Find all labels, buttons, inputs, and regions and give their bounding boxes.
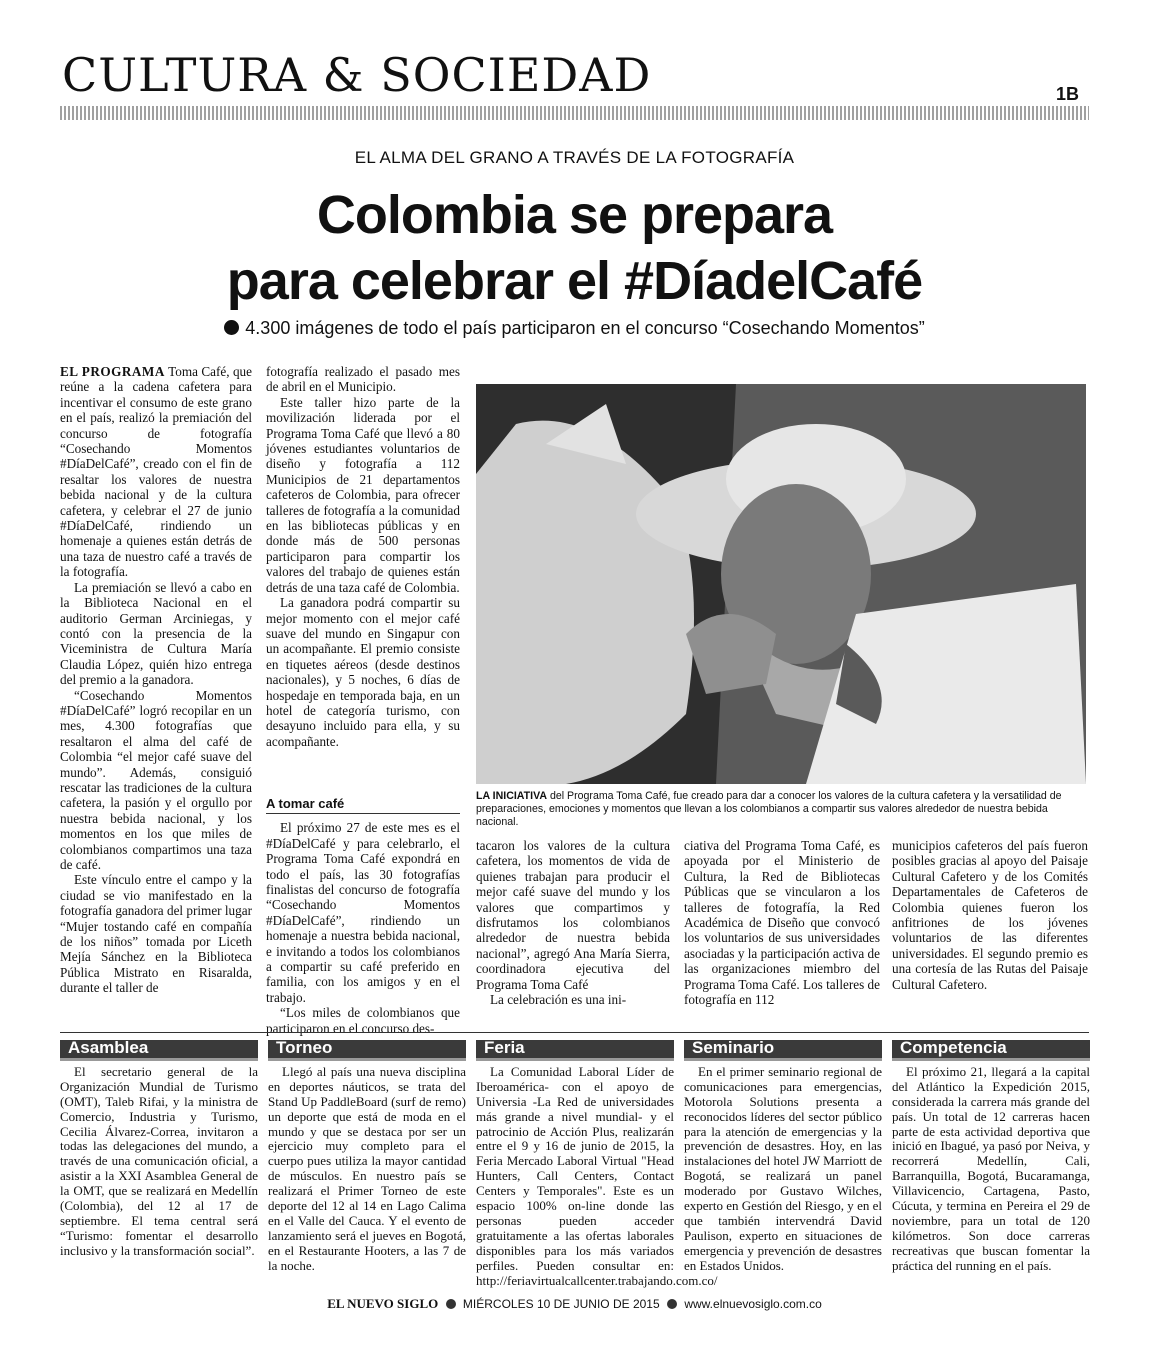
page-number: 1B [1055, 84, 1079, 104]
article-kicker: EL ALMA DEL GRANO A TRAVÉS DE LA FOTOGRAFÍA [354, 148, 795, 167]
article-subheading: A tomar café [266, 796, 460, 814]
brief-text: La Comunidad Laboral Líder de Iberoamérica- con el apoyo de Universia -La Red de universidades más grande a nivel mundial- y el patrocinio de Acción Plus, realizarán entre el 9 y 16 de junio de 2015, la Feria Mercado Laboral Virtual "Head Hunters, Call Centers, Contact Centers y Temporales". Este es un espacio 100% on-line donde las personas pueden acceder gratuitamente a las ofertas laborales disponibles para los más variados perfiles. Pueden consultar en: http://feriavirtualcallcenter.trabajando.com.co/ [476, 1063, 718, 1288]
lead-word: EL PROGRAMA [60, 364, 165, 379]
bullet-icon [667, 1299, 677, 1309]
paragraph: Este vínculo entre el campo y la ciudad se vio manifestado en la fotografía ganadora del primer lugar “Mujer tostando café en compañía de los niños” tomada por Liceth Mejía Sánchez en la Biblioteca Pública Mistrato en Risaralda, durante el taller de [60, 872, 252, 996]
issue-date: MIÉRCOLES 10 DE JUNIO DE 2015 [462, 1297, 660, 1311]
paragraph: tacaron los valores de la cultura cafetera, los momentos de vida de quienes trabajan para producir el mejor café suave del mundo y los valores que compartimos y disfrutamos los colombianos alrededor de nuestra bebida nacional”, agregó Ana María Sierra, coordinadora ejecutiva del Programa Toma Café [476, 838, 670, 992]
paragraph: “Los miles de colombianos que participaron en el concurso des- [266, 1005, 460, 1036]
photo-caption [476, 790, 1088, 829]
article-column-2b [266, 792, 460, 1036]
article-column-3 [476, 838, 670, 1007]
article-photo [476, 384, 1086, 784]
paragraph: fotografía realizado el pasado mes de abril en el Municipio. [266, 364, 460, 395]
article-subhead [0, 318, 1149, 339]
paragraph: El próximo 27 de este mes es el #DíaDelCafé y para celebrarlo, el Programa Toma Café expondrá en todo el país, las 30 fotografías finalistas del concurso de fotografía “Cosechando Momentos #DíaDelCafé”, rindiendo un homenaje a nuestra bebida nacional, e invitando a todos los colombianos a compartir su café preferido en familia, con los amigos y en el trabajo. [266, 820, 460, 1005]
website-url: www.elnuevosiglo.com.co [684, 1297, 822, 1311]
brief-tag: Competencia [892, 1040, 1090, 1061]
article-column-5 [892, 838, 1088, 992]
article-headline [0, 182, 1149, 314]
article-column-4 [684, 838, 880, 1007]
paragraph: ciativa del Programa Toma Café, es apoyada por el Ministerio de Cultura, la Red de Bibliotecas Públicas que se vincularon a los talleres de fotografía, la Red Académica de Diseño que convocó los voluntarios de sus universidades asociadas y la participación activa de las organizaciones miembro del Programa Toma Café. Los talleres de fotografía en 112 [684, 838, 880, 1008]
brief-feria [476, 1038, 718, 1289]
paragraph: Toma Café, que reúne a la cadena cafetera para incentivar el consumo de este grano en el país, realizó la premiación del concurso de fotografía “Cosechando Momentos #DíaDelCafé”, creado con el fin de resaltar los valores de nuestra bebida nacional y de la cultura cafetera, y celebrar el 27 de junio #DíaDelCafé, rindiendo un homenaje a quienes están detrás de una taza de nuestro café a través de la fotografía. [60, 364, 252, 580]
brief-text: El próximo 21, llegará a la capital del Atlántico la Expedición 2015, considerada la carrera más grande del país. Un total de 12 carreras hacen parte de esta actividad deportiva que inició en Ibagué, ya pasó por Neiva, y recorrerá Medellín, Cali, Barranquilla, Bogotá, Bucaramanga, Villavicencio, Cartagena, Pasto, Cúcuta, y termina en Pereira el 29 de noviembre, para un total de 120 kilómetros. Son doce carreras recreativas que buscan fomentar la práctica del running en el país. [892, 1063, 1090, 1273]
headline-line-2: para celebrar el #DíadelCafé [226, 251, 923, 311]
caption-lead: LA INICIATIVA [476, 790, 548, 802]
paragraph: municipios cafeteros del país fueron posibles gracias al apoyo del Paisaje Cultural Cafetero y de los Comités Departamentales de Cafeteros de Colombia quienes fueron los anfitriones de los jóvenes voluntarios de las diferentes universidades. El segundo premio es una cortesía de las Rutas del Paisaje Cultural Cafetero. [892, 838, 1088, 992]
paragraph: “Cosechando Momentos #DíaDelCafé” logró recopilar en un mes, 4.300 fotografías que resaltaron el alma del café de Colombia “el mejor café suave del mundo”. Además, consiguió rescatar las tradiciones de la cultura cafetera, la pasión y el orgullo por nuestra bebida nacional, y los momentos en los que miles de colombianos compartimos una taza de café. [60, 687, 252, 872]
coffee-farmer-photo [476, 384, 1086, 784]
paragraph: Este taller hizo parte de la movilización liderada por el Programa Toma Café que llevó a 80 jóvenes estudiantes voluntarios de diseño y fotografía a 112 Municipios de 21 departamentos cafeteros de Colombia, para ofrecer talleres de fotografía a la comunidad en las bibliotecas públicas y en donde más de 500 personas participaron para compartir los valores del trabajo de quienes están detrás de una taza café de Colombia. [266, 394, 460, 595]
brief-tag: Torneo [268, 1040, 466, 1061]
brief-torneo [268, 1040, 466, 1274]
article-column-1 [60, 364, 252, 996]
brief-text: En el primer seminario regional de comunicaciones para emergencias, Motorola Solutions presenta a reconocidos líderes del sector público para la atención de emergencias y la prevención de desastres. Hoy, en las instalaciones del hotel JW Marriott de Bogotá, se realizará un panel moderado por Gustavo Wilches, experto en Gestión del Riesgo, y en el que también intervendrá David Paulison, experto en situaciones de emergencia y prevención de desastres en Estados Unidos. [684, 1063, 882, 1273]
brief-text: Llegó al país una nueva disciplina en deportes náuticos, se trata del Stand Up PaddleBoard (surf de remo) un deporte que está de moda en el mundo y que se destaca por ser un ejercicio muy completo para el cuerpo pues utiliza la mayor cantidad de músculos. En nuestro país se realizará el Primer Torneo de este deporte del 12 al 14 en Lago Calima en el Valle del Cauca. Y el evento de lanzamiento será el jueves en Bogotá, en el Restaurante Hooters, a las 7 de la noche. [268, 1063, 466, 1273]
headline-line-1: Colombia se prepara [316, 185, 833, 245]
bullet-icon [224, 320, 239, 335]
newspaper-brand: EL NUEVO SIGLO [327, 1296, 439, 1311]
page-footer [0, 1296, 1149, 1312]
briefs-divider [60, 1032, 1089, 1033]
brief-text: El secretario general de la Organización Mundial de Turismo (OMT), Taleb Rifai, y la ministra de Comercio, Industria y Turismo, Cecilia Álvarez-Correa, invitaron a todas las delegaciones del mundo, a través de una comunicación oficial, a asistir a la XXI Asamblea General de la OMT, que se realizará en Medellín (Colombia), del 12 al 17 de septiembre. El tema central será “Turismo: fomentar el desarrollo inclusivo y la transformación social”. [60, 1063, 258, 1258]
brief-tag: Feria [476, 1040, 674, 1061]
paragraph: La celebración es una ini- [490, 992, 627, 1008]
bullet-icon [446, 1299, 456, 1309]
section-title: CULTURA & SOCIEDAD [62, 48, 652, 102]
brief-asamblea [60, 1040, 258, 1259]
brief-tag: Asamblea [60, 1040, 258, 1061]
brief-seminario [684, 1040, 882, 1274]
paragraph: La ganadora podrá compartir su mejor momento con el mejor café suave del mundo en Singapur con un acompañante. El premio consiste en tiquetes aéreos (desde destinos nacionales), y 5 noches, 6 días de hospedaje en temporada baja, en un hotel de categoría turismo, con desayuno incluido para ella, y su acompañante. [266, 595, 460, 749]
paragraph: La premiación se llevó a cabo en la Biblioteca Nacional en el auditorio German Arciniegas, y contó con la presencia de la Viceministra de Cultura María Claudia López, quién hizo entrega del premio a la ganadora. [60, 579, 252, 688]
article-column-2 [266, 364, 460, 749]
caption-text: del Programa Toma Café, fue creado para dar a conocer los valores de la cultura cafetera y la versatilidad de preparaciones, emociones y momentos que llevan a los colombianos a compartir sus valores alrededor de nuestra bebida nacional. [476, 790, 1062, 828]
brief-tag: Seminario [684, 1040, 882, 1061]
header-divider [60, 106, 1089, 120]
brief-competencia [892, 1040, 1090, 1274]
subhead-text: 4.300 imágenes de todo el país participaron en el concurso “Cosechando Momentos” [245, 318, 925, 338]
